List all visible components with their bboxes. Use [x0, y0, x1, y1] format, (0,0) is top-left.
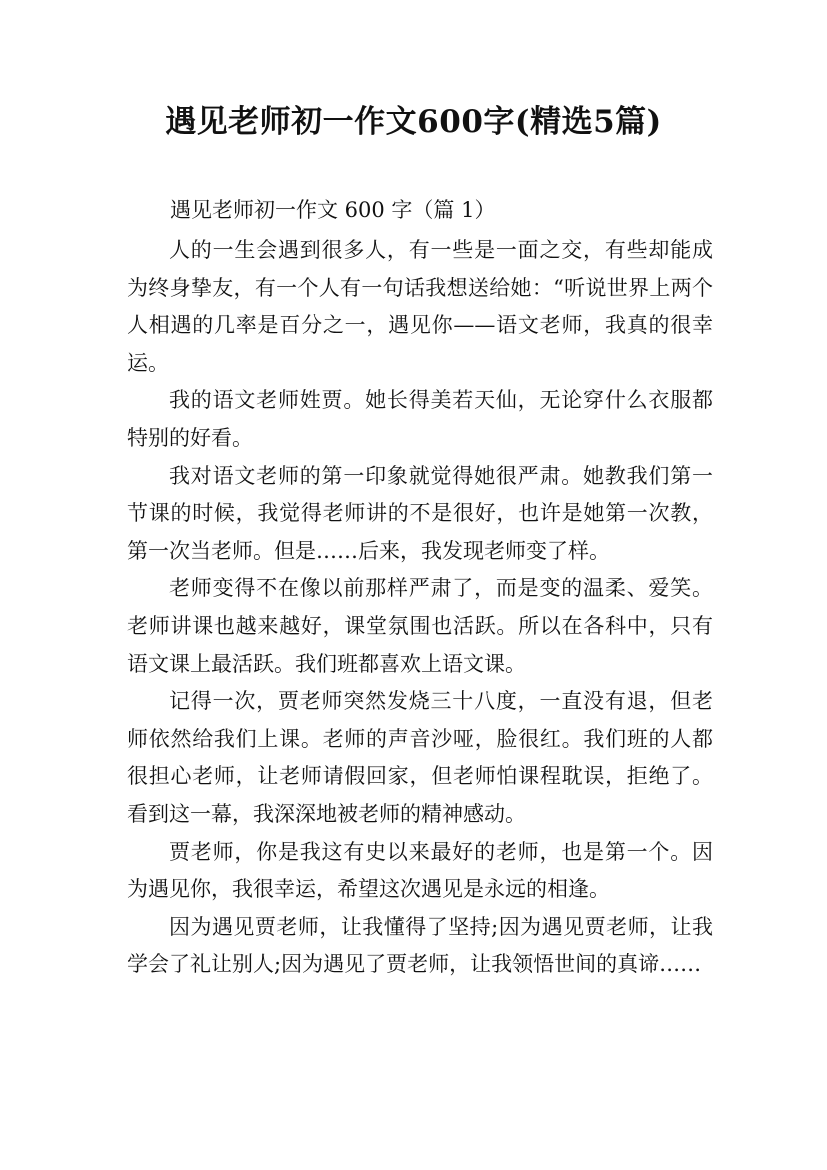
paragraph-2: 我的语文老师姓贾。她长得美若天仙，无论穿什么衣服都特别的好看。 [127, 388, 713, 450]
paragraph-6: 贾老师，你是我这有史以来最好的老师，也是第一个。因为遇见你，我很幸运，希望这次遇见是永远的相逢。 [127, 839, 713, 902]
document-title: 遇见老师初一作文600字(精选5篇) [165, 104, 662, 140]
paragraph-3: 我对语文老师的第一印象就觉得她很严肃。她教我们第一节课的时候，我觉得老师讲的不是很好，也许是她第一次教，第一次当老师。但是……后来，我发现老师变了样。 [127, 463, 713, 563]
paragraph-7: 因为遇见贾老师，让我懂得了坚持;因为遇见贾老师，让我学会了礼让别人;因为遇见了贾老师，让我领悟世间的真谛…… [127, 914, 713, 977]
paragraph-4: 老师变得不在像以前那样严肃了，而是变的温柔、爱笑。老师讲课也越来越好，课堂氛围也活跃。所以在各科中，只有语文课上最活跃。我们班都喜欢上语文课。 [127, 576, 713, 676]
section-heading: 遇见老师初一作文 600 字（篇 1） [170, 198, 496, 222]
document-body [127, 232, 713, 984]
paragraph-5: 记得一次，贾老师突然发烧三十八度，一直没有退，但老师依然给我们上课。老师的声音沙哑，脸很红。我们班的人都很担心老师，让老师请假回家，但老师怕课程耽误，拒绝了。看到这一幕，我深深地被老师的精神感动。 [127, 689, 713, 826]
paragraph-1: 人的一生会遇到很多人，有一些是一面之交，有些却能成为终身挚友，有一个人有一句话我想送给她：“听说世界上两个人相遇的几率是百分之一，遇见你——语文老师，我真的很幸运。 [127, 238, 713, 375]
